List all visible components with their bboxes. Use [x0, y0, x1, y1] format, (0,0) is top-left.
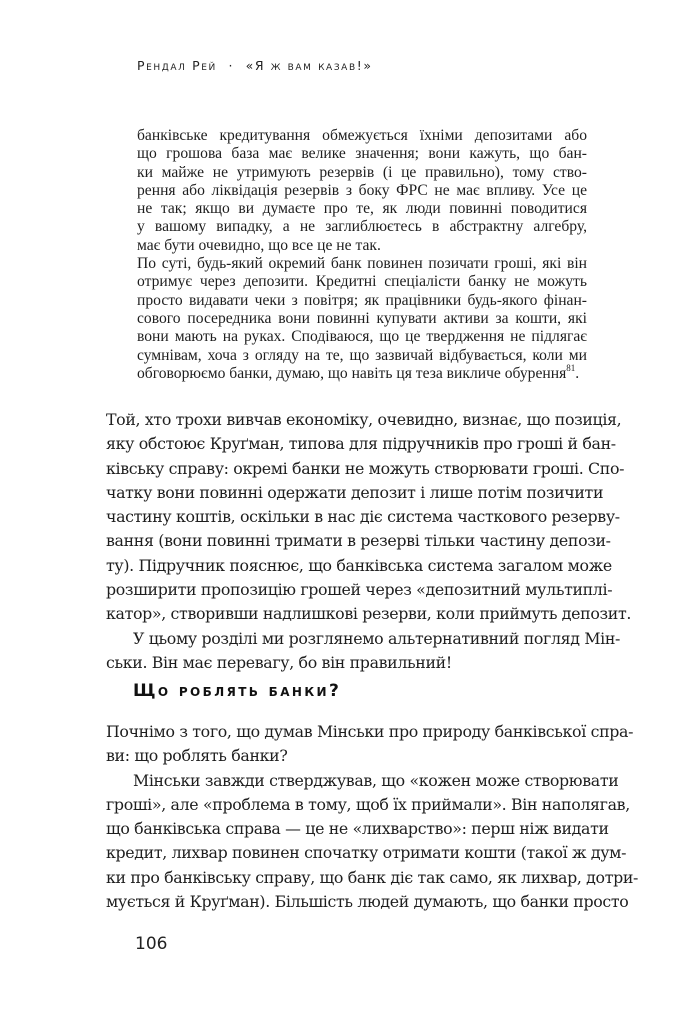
- body-line: що банківська справа — це не «лихварство»: перш ніж видати: [106, 819, 609, 839]
- body-line: Почнімо з того, що думав Мінськи про природу банківської спра-: [106, 722, 634, 741]
- body-line: У цьому розділі ми розглянемо альтернативний погляд Мін-: [133, 628, 621, 648]
- quote-line: вони мають на руках. Сподіваюся, що це твердження не підлягає: [137, 328, 587, 346]
- quote-line: сового посередника вони повинні купувати активи за кошти, які: [137, 309, 587, 327]
- footnote-reference[interactable]: 81: [566, 362, 576, 373]
- body-line: вання (вони повинні тримати в резерві тільки частину депози-: [106, 531, 611, 551]
- quote-line: банківське кредитування обмежується їхніми депозитами або: [137, 127, 587, 144]
- body-text-after-heading: [106, 720, 639, 914]
- body-line: частину коштів, оскільки в нас діє система часткового резерву-: [106, 507, 620, 527]
- quote-line: просто видавати чеки з повітря; як працівники будь-якого фінан-: [137, 291, 587, 309]
- running-head: [137, 58, 373, 73]
- body-line: гроші», але «проблема в тому, щоб їх приймали». Він наполягав,: [106, 794, 630, 814]
- body-line: яку обстоює Круґман, типова для підручників про гроші й бан-: [106, 434, 616, 454]
- body-line: кредит, лихвар повинен спочатку отримати кошти (такої ж дум-: [106, 843, 627, 863]
- running-head-author: Рендал Рей: [137, 58, 217, 73]
- quote-line: має бути очевидно, що все це не так.: [137, 236, 381, 254]
- body-line: ківську справу: окремі банки не можуть створювати гроші. Спо-: [106, 458, 625, 478]
- body-line: ту). Підручник пояснює, що банківська система загалом може: [106, 555, 612, 575]
- quote-line: ки майже не утримують резервів (і це правильно), тому ство-: [137, 163, 587, 181]
- quote-line: рення або ліквідація резервів з боку ФРС не має впливу. Усе це: [137, 181, 587, 199]
- running-head-separator: ·: [228, 58, 235, 73]
- quote-line: По суті, будь-який окремий банк повинен позичати гроші, які він: [137, 255, 587, 273]
- quote-period: .: [575, 364, 580, 382]
- body-line: ки про банківську справу, що банк діє так само, як лихвар, дотри-: [106, 867, 639, 887]
- body-line: Той, хто трохи вивчав економіку, очевидно, визнає, що позиція,: [106, 410, 622, 429]
- body-line: Мінськи завжди стверджував, що «кожен може створювати: [133, 770, 619, 790]
- section-heading: Що роблять банки?: [133, 681, 342, 701]
- quote-line: сумнівам, хоча з огляду на те, що зазвичай відбувається, коли ми: [137, 346, 587, 364]
- page-number: 106: [135, 934, 168, 954]
- quote-text: обговорюємо банки, думаю, що навіть ця теза викличе обурення: [137, 364, 567, 382]
- quote-line: що грошова база має велике значення; вони кажуть, що бан-: [137, 145, 587, 163]
- body-line: катор», створивши надлишкові резерви, коли приймуть депозит.: [106, 604, 632, 624]
- quote-line: у вашому випадку, а не заглиблюєтесь в абстрактну алгебру,: [137, 218, 587, 236]
- body-line: чатку вони повинні одержати депозит і лише потім позичити: [106, 482, 604, 502]
- body-line: ви: що роблять банки?: [106, 746, 288, 766]
- body-line: мується й Круґман). Більшість людей думають, що банки просто: [106, 892, 629, 912]
- body-line: розширити пропозицію грошей через «депозитний мультиплі-: [106, 580, 613, 600]
- quote-line: отримує через депозити. Кредитні спеціалісти банку не можуть: [137, 273, 587, 291]
- running-head-title: «Я ж вам казав!»: [245, 58, 373, 73]
- body-text-before-heading: [106, 408, 632, 675]
- body-line: ськи. Він має перевагу, бо він правильний!: [106, 652, 452, 672]
- quote-line: не так; якщо ви думаєте про те, як люди повинні поводитися: [137, 200, 587, 218]
- block-quote: [137, 127, 587, 383]
- quote-line-final: [137, 362, 587, 383]
